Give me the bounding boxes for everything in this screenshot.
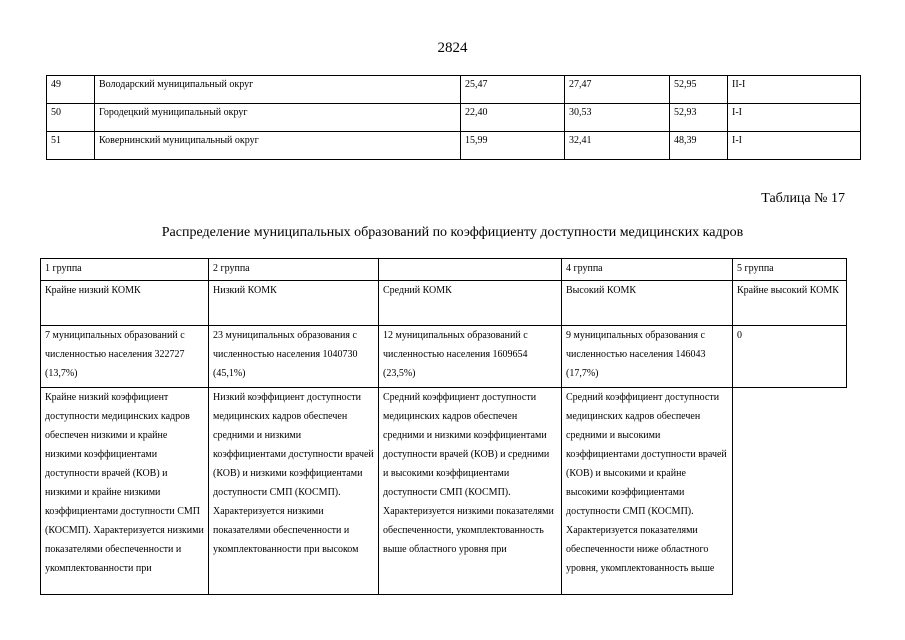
level-label: Средний КОМК	[379, 281, 562, 326]
count-cell: 12 муниципальных образований с численностью населения 1609654 (23,5%)	[379, 326, 562, 388]
description-cell: Крайне низкий коэффициент доступности медицинских кадров обеспечен низкими и крайне низкими коэффициентами доступности врачей (КОВ) и низкими и крайне низкими коэффициентами доступности СМП (КОСМП). Характеризуется низкими показателями обеспеченности и укомплектованности при	[41, 388, 209, 595]
group-label	[379, 259, 562, 281]
page-number: 2824	[437, 40, 468, 56]
description-cell: Низкий коэффициент доступности медицинских кадров обеспечен средними и низкими коэффициентами доступности врачей (КОВ) и низкими коэффициентами доступности СМП (КОСМП). Характеризуется низкими показателями обеспеченности и укомплектованности при высоком	[209, 388, 379, 595]
count-cell: 9 муниципальных образования с численностью населения 146043 (17,7%)	[562, 326, 733, 388]
level-label: Крайне высокий КОМК	[733, 281, 847, 326]
value-cell: 52,95	[670, 76, 728, 104]
group-cell: I-I	[728, 104, 861, 132]
value-cell: 27,47	[565, 76, 670, 104]
table-row	[47, 132, 861, 160]
description-cell	[733, 388, 847, 595]
value-cell: 22,40	[461, 104, 565, 132]
table-title: Распределение муниципальных образований по коэффициенту доступности медицинских кадров	[161, 225, 744, 240]
description-cell: Средний коэффициент доступности медицинских кадров обеспечен средними и низкими коэффициентами доступности врачей (КОВ) и средними и высокими коэффициентами доступности СМП (КОСМП). Характеризуется низкими показателями обеспеченности, укомплектованность выше областного уровня при	[379, 388, 562, 595]
value-cell: 32,41	[565, 132, 670, 160]
table-caption: Таблица № 17	[761, 191, 845, 206]
row-number: 50	[47, 104, 95, 132]
value-cell: 25,47	[461, 76, 565, 104]
value-cell: 48,39	[670, 132, 728, 160]
value-cell: 30,53	[565, 104, 670, 132]
row-number: 51	[47, 132, 95, 160]
group-label: 2 группа	[209, 259, 379, 281]
level-row	[41, 281, 847, 326]
group-header-row	[41, 259, 847, 281]
group-label: 4 группа	[562, 259, 733, 281]
table-row	[47, 104, 861, 132]
level-label: Крайне низкий КОМК	[41, 281, 209, 326]
municipal-values-table	[46, 75, 861, 160]
district-name: Ковернинский муниципальный округ	[95, 132, 461, 160]
table-row	[47, 76, 861, 104]
komk-distribution-table	[40, 258, 847, 595]
level-label: Низкий КОМК	[209, 281, 379, 326]
district-name: Городецкий муниципальный округ	[95, 104, 461, 132]
description-cell: Средний коэффициент доступности медицинских кадров обеспечен средними и высокими коэффициентами доступности врачей (КОВ) и высокими и крайне высокими коэффициентами доступности СМП (КОСМП). Характеризуется показателями обеспеченности ниже областного уровня, укомплектованность выше	[562, 388, 733, 595]
group-cell: II-I	[728, 76, 861, 104]
row-number: 49	[47, 76, 95, 104]
count-cell: 7 муниципальных образований с численностью населения 322727 (13,7%)	[41, 326, 209, 388]
group-label: 5 группа	[733, 259, 847, 281]
count-row	[41, 326, 847, 388]
value-cell: 52,93	[670, 104, 728, 132]
value-cell: 15,99	[461, 132, 565, 160]
district-name: Володарский муниципальный округ	[95, 76, 461, 104]
group-label: 1 группа	[41, 259, 209, 281]
description-row	[41, 388, 847, 595]
level-label: Высокий КОМК	[562, 281, 733, 326]
group-cell: I-I	[728, 132, 861, 160]
count-cell: 0	[733, 326, 847, 388]
count-cell: 23 муниципальных образования с численностью населения 1040730 (45,1%)	[209, 326, 379, 388]
